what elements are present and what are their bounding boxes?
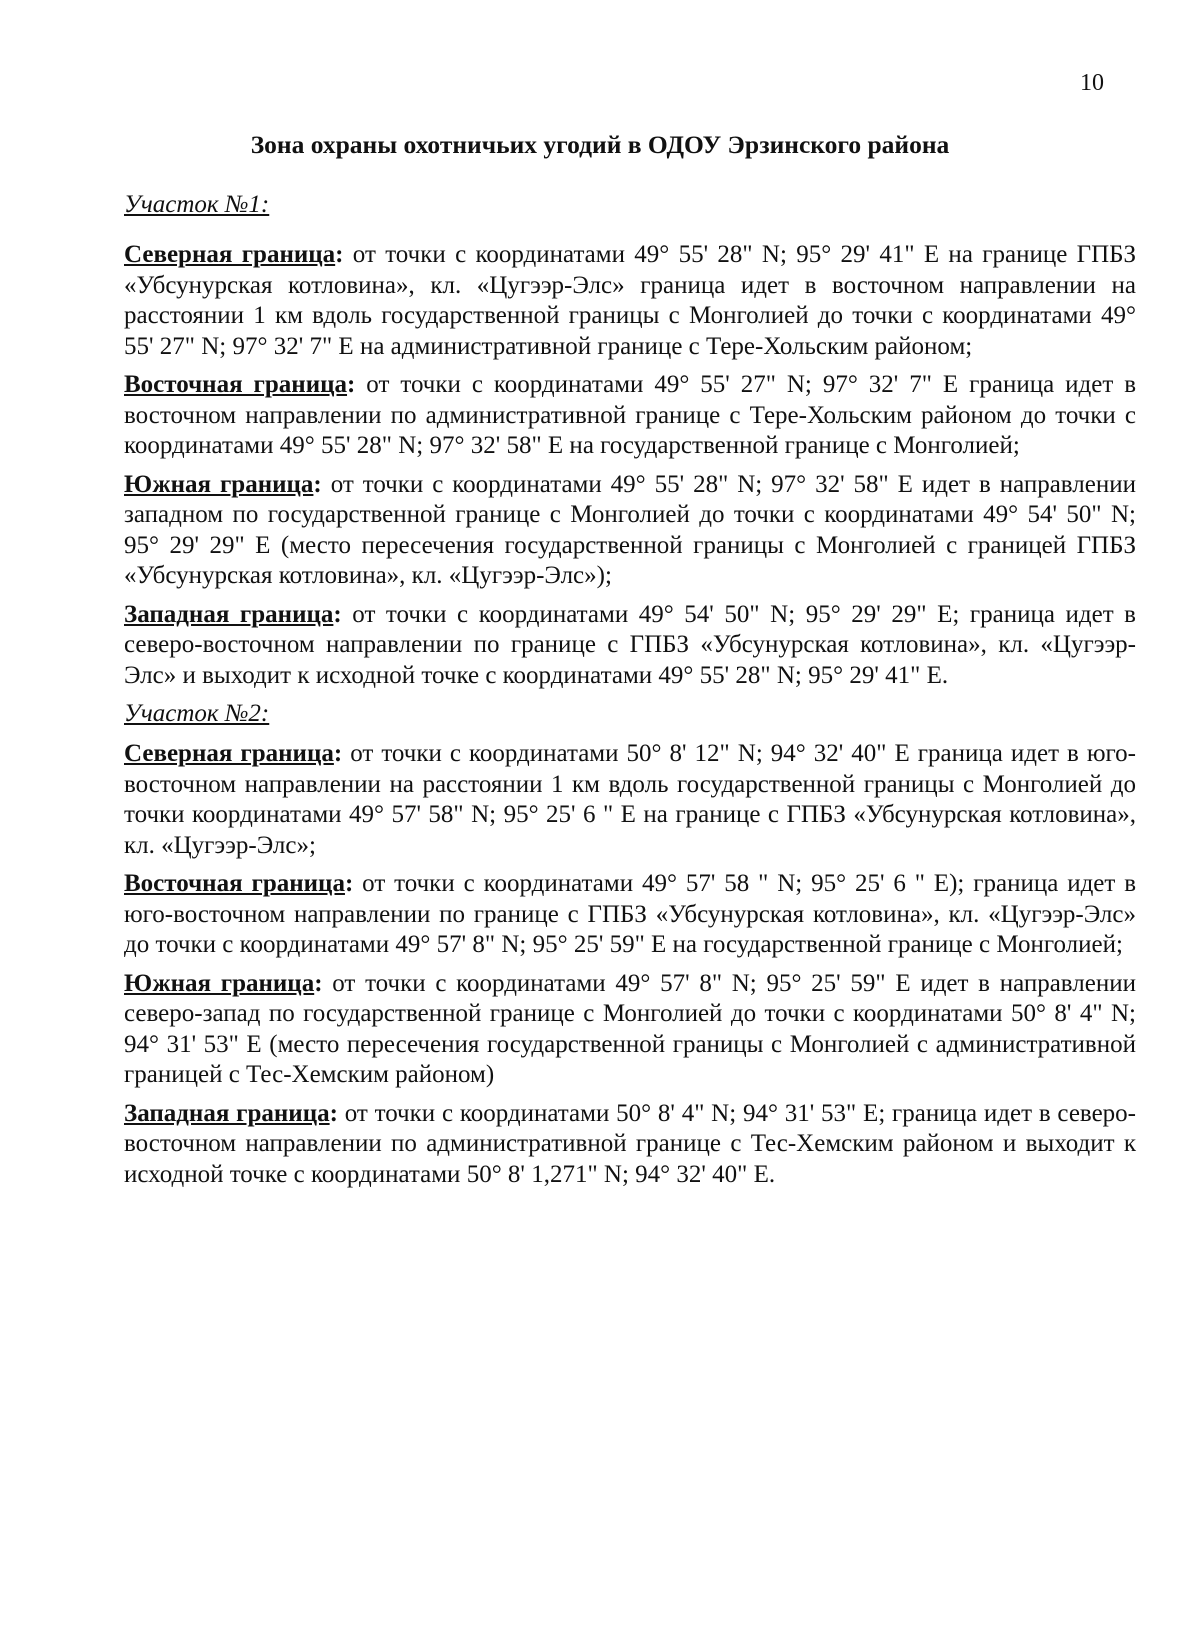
plot-2-heading: Участок №2: (124, 700, 270, 727)
boundary-text: от точки с координатами 49° 55' 28" N; 95° 29' 41" E на границе ГПБЗ «Убсунурская котловина», кл. «Цугээр-Элс» граница идет в восточном направлении на расстоянии 1 км вдоль государственной границы с Монголией до точки с координатами 49° 55' 27" N; 97° 32' 7" E на административной границе с Тере-Хольским районом; (124, 241, 1136, 360)
plot-1-south-boundary: Южная граница: от точки с координатами 49° 55' 28" N; 97° 32' 58" E идет в направлении западном по государственной границе с Монголией до точки с координатами 49° 54' 50" N; 95° 29' 29" E (место пересечения государственной границы с Монголией с границей ГПБЗ «Убсунурская котловина», кл. «Цугээр-Элс»); (124, 470, 1136, 589)
boundary-label: Восточная граница (124, 870, 345, 897)
boundary-label: Южная граница (124, 969, 315, 997)
plot-2-east-boundary: Восточная граница: от точки с координатами 49° 57' 58 " N; 95° 25' 6 " E); граница идет в юго-восточном направлении по границе с ГПБЗ «Убсунурская котловина», кл. «Цугээр-Элс» до точки с координатами 49° 57' 8" N; 95° 25' 59" E на государственной границе с Монголией; (124, 870, 1137, 958)
plot-1-north-boundary: Северная граница: от точки с координатами 49° 55' 28" N; 95° 29' 41" E на границе ГПБЗ «Убсунурская котловина», кл. «Цугээр-Элс» граница идет в восточном направлении на расстоянии 1 км вдоль государственной границы с Монголией до точки с координатами 49° 55' 27" N; 97° 32' 7" E на административной границе с Тере-Хольским районом; (124, 241, 1136, 360)
boundary-label: Северная граница (124, 241, 336, 268)
boundary-label: Южная граница (124, 470, 314, 498)
boundary-text: от точки с координатами 49° 57' 58 " N; 95° 25' 6 " E); граница идет в юго-восточном направлении по границе с ГПБЗ «Убсунурская котловина», кл. «Цугээр-Элс» до точки с координатами 49° 57' 8" N; 95° 25' 59" E на государственной границе с Монголией; (124, 870, 1137, 958)
boundary-label: Западная граница (124, 1099, 330, 1127)
boundary-text: от точки с координатами 49° 55' 27" N; 97° 32' 7" E граница идет в восточном направлении по административной границе с Тере-Хольским районом до точки с координатами 49° 55' 28" N; 97° 32' 58" E на государственной границе с Монголией; (124, 371, 1136, 459)
page-number: 10 (1080, 70, 1104, 96)
plot-2-south-boundary: Южная граница: от точки с координатами 49° 57' 8" N; 95° 25' 59" E идет в направлении северо-запад по государственной границе с Монголией до точки с координатами 50° 8' 4" N; 94° 31' 53" E (место пересечения государственной границы с Монголией с административной границей с Тес-Хемским районом) (124, 969, 1136, 1088)
plot-2-north-boundary: Северная граница: от точки с координатами 50° 8' 12" N; 94° 32' 40" E граница идет в юго-восточном направлении на расстоянии 1 км вдоль государственной границы с Монголией до точки координатами 49° 57' 58" N; 95° 25' 6 " E на границе с ГПБЗ «Убсунурская котловина», кл. «Цугээр-Элс»; (124, 740, 1136, 859)
plot-1-heading: Участок №1: (124, 191, 270, 218)
boundary-text: от точки с координатами 49° 55' 28" N; 97° 32' 58" E идет в направлении западном по государственной границе с Монголией до точки с координатами 49° 54' 50" N; 95° 29' 29" E (место пересечения государственной границы с Монголией с границей ГПБЗ «Убсунурская котловина», кл. «Цугээр-Элс»); (124, 470, 1136, 589)
boundary-text: от точки с координатами 50° 8' 4" N; 94° 31' 53" E; граница идет в северо-восточном направлении по административной границе с Тес-Хемским районом и выходит к исходной точке с координатами 50° 8' 1,271" N; 94° 32' 40" E. (124, 1099, 1136, 1188)
boundary-text: от точки с координатами 49° 57' 8" N; 95° 25' 59" E идет в направлении северо-запад по государственной границе с Монголией до точки с координатами 50° 8' 4" N; 94° 31' 53" E (место пересечения государственной границы с Монголией с административной границей с Тес-Хемским районом) (124, 969, 1136, 1088)
plot-1-west-boundary: Западная граница: от точки с координатами 49° 54' 50" N; 95° 29' 29" E; граница идет в северо-восточном направлении по границе с ГПБЗ «Убсунурская котловина», кл. «Цугээр-Элс» и выходит к исходной точке с координатами 49° 55' 28" N; 95° 29' 41" E. (124, 600, 1136, 689)
boundary-label: Северная граница (124, 740, 334, 767)
document-title: Зона охраны охотничьих угодий в ОДОУ Эрзинского района (250, 130, 950, 159)
boundary-text: от точки с координатами 50° 8' 12" N; 94° 32' 40" E граница идет в юго-восточном направлении на расстоянии 1 км вдоль государственной границы с Монголией до точки координатами 49° 57' 58" N; 95° 25' 6 " E на границе с ГПБЗ «Убсунурская котловина», кл. «Цугээр-Элс»; (124, 740, 1136, 859)
document-body (124, 190, 1136, 1198)
boundary-label: Восточная граница (124, 371, 348, 398)
boundary-text: от точки с координатами 49° 54' 50" N; 95° 29' 29" E; граница идет в северо-восточном направлении по границе с ГПБЗ «Убсунурская котловина», кл. «Цугээр-Элс» и выходит к исходной точке с координатами 49° 55' 28" N; 95° 29' 41" E. (124, 600, 1136, 689)
boundary-label: Западная граница (124, 600, 334, 628)
plot-1-east-boundary: Восточная граница: от точки с координатами 49° 55' 27" N; 97° 32' 7" E граница идет в восточном направлении по административной границе с Тере-Хольским районом до точки с координатами 49° 55' 28" N; 97° 32' 58" E на государственной границе с Монголией; (124, 371, 1136, 459)
plot-2-west-boundary: Западная граница: от точки с координатами 50° 8' 4" N; 94° 31' 53" E; граница идет в северо-восточном направлении по административной границе с Тес-Хемским районом и выходит к исходной точке с координатами 50° 8' 1,271" N; 94° 32' 40" E. (124, 1099, 1136, 1188)
